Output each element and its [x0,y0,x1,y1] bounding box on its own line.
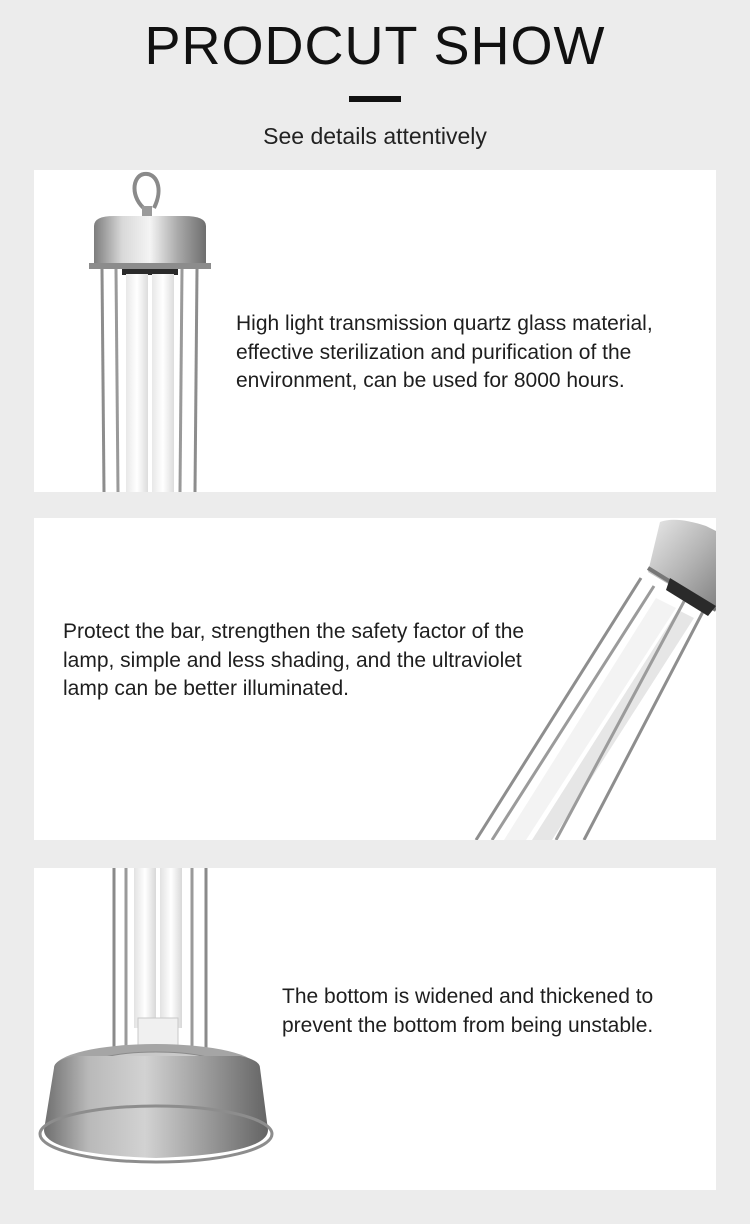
lamp-protective-bars-image [426,518,716,840]
page-subtitle: See details attentively [263,123,487,149]
feature-text-base: The bottom is widened and thickened to prevent the bottom from being unstable. [282,985,654,1037]
title-divider [349,96,401,102]
feature-card-quartz-glass [34,170,716,492]
feature-card-base [34,868,716,1190]
lamp-base-image [34,868,274,1190]
lamp-top-cap-image [34,170,234,492]
page-title: PRODCUT SHOW [144,16,606,76]
feature-text-quartz-glass: High light transmission quartz glass material, effective sterilization and purification of the environment, can be used for 8000 hours. [236,312,653,392]
feature-text-protective-bars: Protect the bar, strengthen the safety factor of the lamp, simple and less shading, and the ultraviolet lamp can be better illuminated. [63,620,525,700]
feature-card-protective-bars [34,518,716,840]
